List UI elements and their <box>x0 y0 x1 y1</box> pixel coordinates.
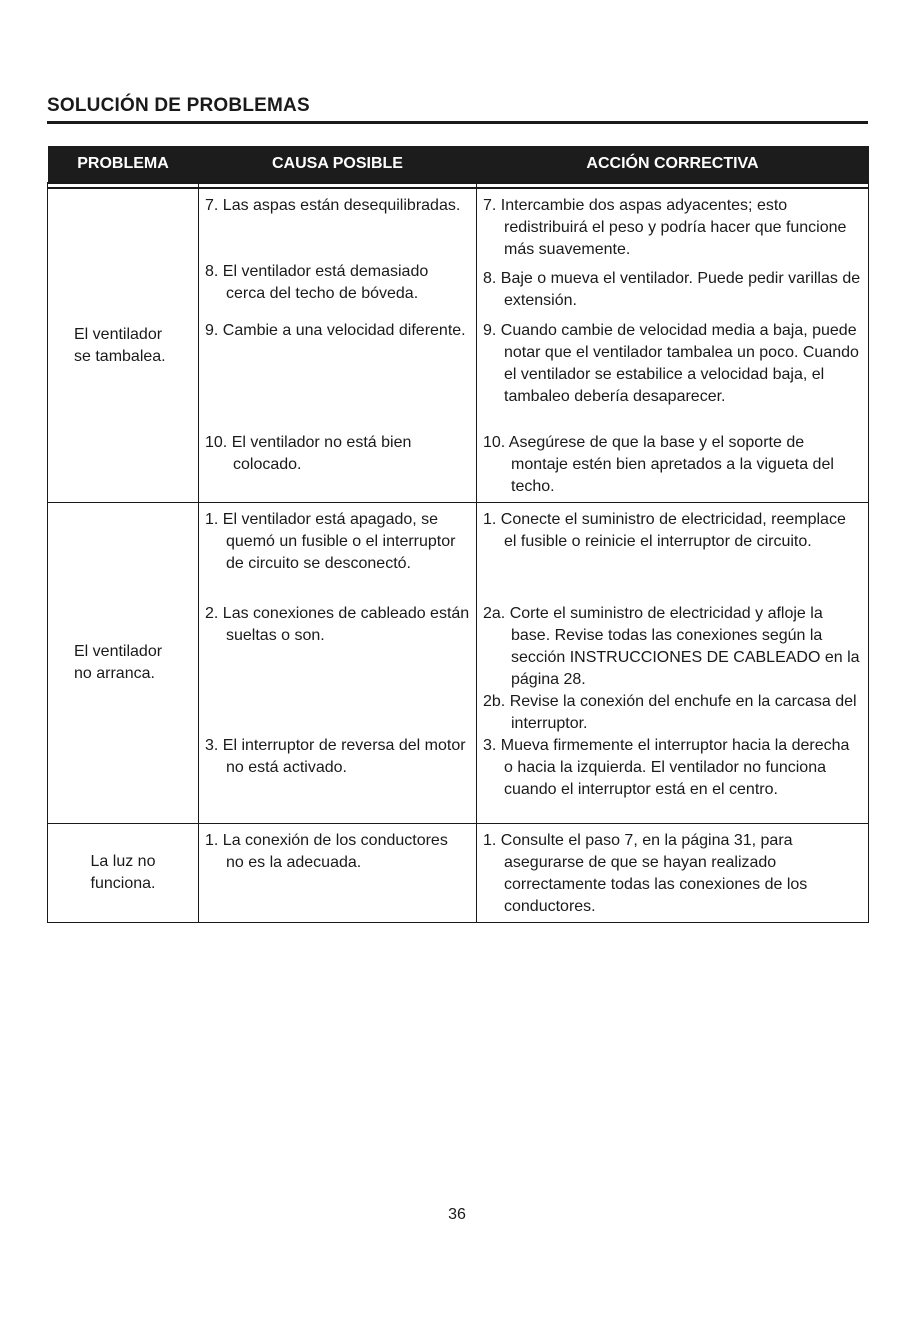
action-item: 2b. Revise la conexión del enchufe en la carcasa del interruptor. <box>483 693 857 732</box>
cause-item: 10. El ventilador no está bien colocado. <box>205 434 412 473</box>
title-divider <box>47 121 868 124</box>
cause-item: 9. Cambie a una velocidad diferente. <box>205 322 466 339</box>
cause-item: 1. El ventilador está apagado, se quemó un fusible o el interruptor de circuito se desconectó. <box>205 511 456 572</box>
action-cell <box>477 824 869 923</box>
troubleshooting-table <box>47 146 869 923</box>
page-title: SOLUCIÓN DE PROBLEMAS <box>47 95 310 116</box>
problem-cell <box>48 188 199 503</box>
problem-cell <box>48 824 199 923</box>
action-item: 2a. Corte el suministro de electricidad y afloje la base. Revise todas las conexiones según la sección INSTRUCCIONES DE CABLEADO en la página 28. <box>483 605 860 688</box>
problem-text: La luz no funciona. <box>90 853 156 892</box>
action-item: 9. Cuando cambie de velocidad media a baja, puede notar que el ventilador tambalea un poco. Cuando el ventilador se estabilice a velocidad baja, el tambaleo debería desaparecer. <box>483 322 859 405</box>
page-number: 36 <box>448 1206 466 1223</box>
action-item: 1. Consulte el paso 7, en la página 31, para asegurarse de que se hayan realizado correctamente todas las conexiones de los conductores. <box>483 832 808 915</box>
problem-cell <box>48 503 199 824</box>
action-item: 8. Baje o mueva el ventilador. Puede pedir varillas de extensión. <box>483 270 861 309</box>
problem-text: El ventilador no arranca. <box>74 643 163 682</box>
problem-text: El ventilador se tambalea. <box>74 325 166 365</box>
action-item: 3. Mueva firmemente el interruptor hacia la derecha o hacia la izquierda. El ventilador no funciona cuando el interruptor está en el centro. <box>483 737 850 798</box>
cause-item: 1. La conexión de los conductores no es la adecuada. <box>205 832 448 871</box>
header-cause: CAUSA POSIBLE <box>199 146 477 183</box>
action-item: 1. Conecte el suministro de electricidad, reemplace el fusible o reinicie el interruptor de circuito. <box>483 511 846 550</box>
action-item: 7. Intercambie dos aspas adyacentes; esto redistribuirá el peso y podría hacer que funcione más suavemente. <box>483 197 847 258</box>
table-row <box>48 824 869 923</box>
action-item: 10. Asegúrese de que la base y el soporte de montaje estén bien apretados a la vigueta del techo. <box>483 434 834 495</box>
cause-cell <box>199 503 477 824</box>
action-cell <box>477 503 869 824</box>
header-problem: PROBLEMA <box>48 146 199 183</box>
table-header-row <box>48 146 869 183</box>
cause-item: 8. El ventilador está demasiado cerca del techo de bóveda. <box>205 263 429 302</box>
table-row <box>48 188 869 503</box>
table-row <box>48 503 869 824</box>
cause-item: 2. Las conexiones de cableado están sueltas o son. <box>205 605 470 644</box>
cause-item: 3. El interruptor de reversa del motor no está activado. <box>205 737 466 776</box>
cause-cell <box>199 188 477 503</box>
header-action: ACCIÓN CORRECTIVA <box>477 146 869 183</box>
action-cell <box>477 188 869 503</box>
cause-item: 7. Las aspas están desequilibradas. <box>205 197 461 214</box>
cause-cell <box>199 824 477 923</box>
